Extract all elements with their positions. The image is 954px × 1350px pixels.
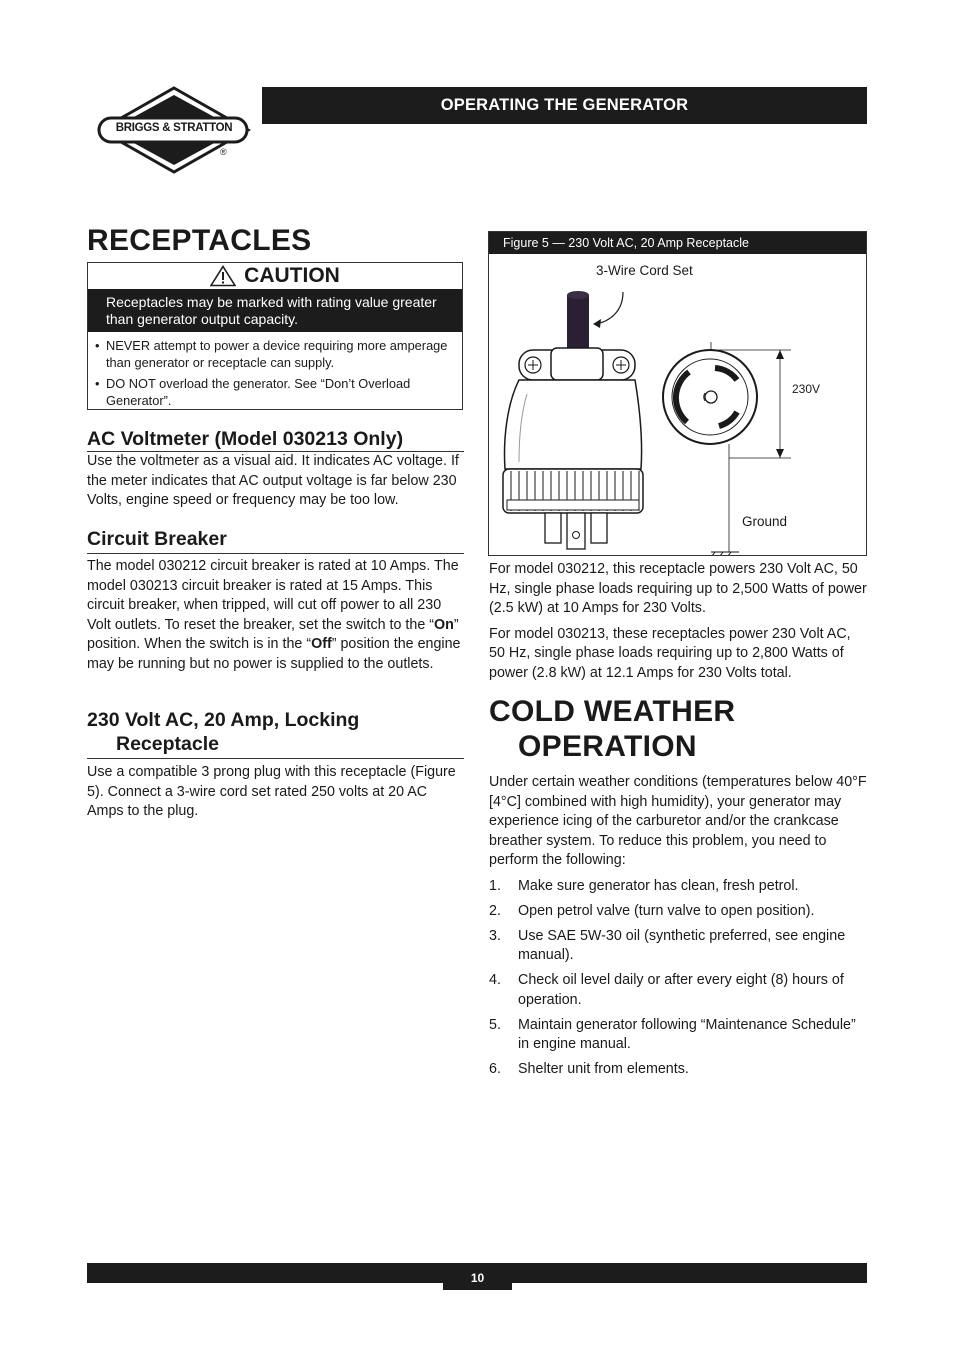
label-cord-set: 3-Wire Cord Set — [596, 263, 693, 278]
caution-item: • DO NOT overload the generator. See “Don’t Overload Generator”. — [92, 375, 452, 409]
cold-weather-intro: Under certain weather conditions (temperatures below 40°F [4°C] combined with high humidity), your generator may experience icing of the carburetor and/or the crankcase breather system. To reduce this problem, you need to perform the following: — [489, 774, 867, 868]
model-030213-para: For model 030213, these receptacles power 230 Volt AC, 50 Hz, single phase loads requiring up to 2,800 Watts of power (2.8 kW) at 12.1 Amps for 230 Volts total. — [489, 625, 851, 681]
voltmeter-body: Use the voltmeter as a visual aid. It indicates AC voltage. If the meter indicates that AC output voltage is far below 230 Volts, engine speed or frequency may be too low. — [87, 453, 459, 508]
logo-text: BRIGGS & STRATTON — [115, 122, 233, 134]
receptacle-diagram — [489, 254, 866, 555]
breaker-body: The model 030212 circuit breaker is rated at 10 Amps. The model 030213 circuit breaker is rated at 15 Amps. This circuit breaker, when tripped, will cut off power to all 230 Volt outlets. To reset the breaker, set the switch to the “On” position. When the switch is in the “Off” position the engine may be running but no power is supplied to the outlets. — [87, 558, 461, 672]
step-item: 6. Shelter unit from elements. — [489, 1061, 689, 1077]
step-item: 1. Make sure generator has clean, fresh petrol. — [489, 877, 799, 894]
right-text — [489, 560, 867, 683]
step-item: 4. Check oil level daily or after every eight (8) hours of operation. — [489, 972, 844, 1008]
receptacles-title: RECEPTACLES — [87, 224, 312, 257]
model-030212-para: For model 030212, this receptacle powers 230 Volt AC, 50 Hz, single phase loads requiring up to 2,500 Watts of power (2.5 kW) at 10 Amps for 230 Volts. — [489, 561, 867, 616]
on-term: On — [434, 616, 454, 633]
receptacle-section — [87, 708, 464, 822]
receptacle-heading: 230 Volt AC, 20 Amp, Locking Receptacle — [87, 708, 464, 759]
step-item: 2. Open petrol valve (turn valve to open position). — [489, 902, 815, 919]
figure-caption: Figure 5 — 230 Volt AC, 20 Amp Receptacle — [489, 232, 866, 254]
section-header: OPERATING THE GENERATOR — [262, 87, 867, 124]
caution-header — [88, 263, 462, 289]
cold-weather-title: COLD WEATHER OPERATION — [489, 695, 736, 764]
caution-label: CAUTION — [244, 264, 340, 287]
step-item: 3. Use SAE 5W-30 oil (synthetic preferred, see engine manual). — [489, 927, 846, 963]
voltmeter-section — [87, 427, 464, 511]
page-number: 10 — [443, 1265, 512, 1290]
caution-item: • NEVER attempt to power a device requiring more amperage than generator or receptacle can supply. — [92, 337, 452, 371]
voltmeter-heading: AC Voltmeter (Model 030213 Only) — [87, 427, 464, 452]
caution-warning: Receptacles may be marked with rating value greater than generator output capacity. — [88, 289, 462, 332]
label-ground: Ground — [742, 514, 788, 529]
label-230v: 230V — [792, 382, 821, 396]
figure-5 — [488, 231, 867, 556]
receptacle-body: Use a compatible 3 prong plug with this receptacle (Figure 5). Connect a 3-wire cord set rated 250 volts at 20 AC Amps to the plug. — [87, 764, 456, 819]
off-term: Off — [311, 636, 332, 652]
breaker-heading: Circuit Breaker — [87, 527, 464, 554]
breaker-section — [87, 527, 464, 674]
cold-weather-section — [489, 773, 867, 1085]
registered-mark: ® — [220, 147, 227, 157]
warning-triangle-icon — [210, 265, 236, 287]
caution-box — [87, 262, 463, 410]
step-item: 5. Maintain generator following “Maintenance Schedule” in engine manual. — [489, 1016, 856, 1052]
cold-weather-steps — [489, 877, 867, 1080]
caution-list — [88, 332, 462, 409]
briggs-stratton-logo — [96, 86, 252, 174]
